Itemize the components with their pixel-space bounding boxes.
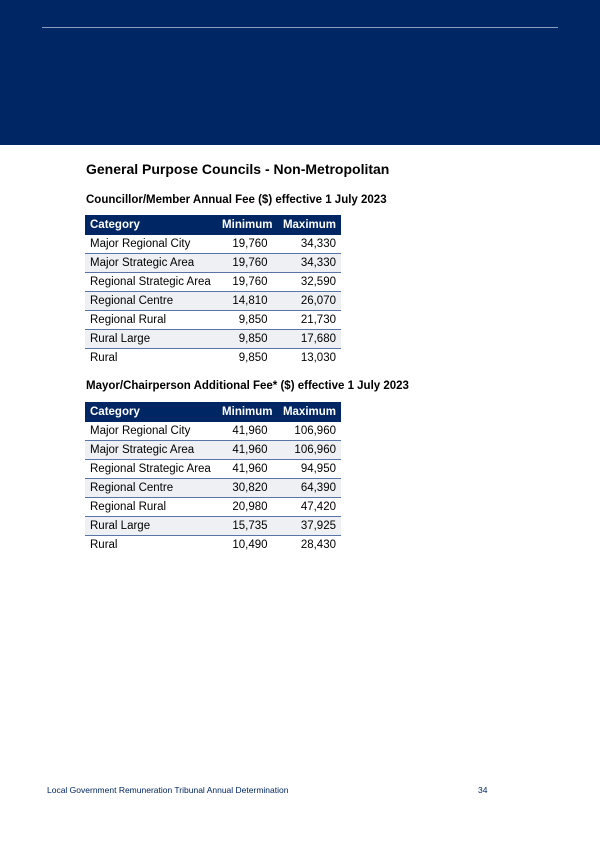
- category-cell: Major Regional City: [85, 422, 217, 441]
- column-header-minimum: Minimum: [217, 215, 278, 235]
- minimum-cell: 41,960: [217, 441, 278, 460]
- table-header-row: [85, 215, 341, 235]
- table-row: [85, 330, 341, 349]
- maximum-cell: 47,420: [278, 498, 341, 517]
- column-header-maximum: Maximum: [278, 402, 341, 422]
- category-cell: Rural: [90, 352, 118, 364]
- table-row: [85, 460, 341, 479]
- category-cell: Regional Strategic Area: [85, 273, 217, 292]
- maximum-cell: 106,960: [278, 422, 341, 441]
- minimum-cell: 10,490: [232, 539, 268, 551]
- maximum-cell: 17,680: [278, 330, 341, 349]
- table-row: [85, 441, 341, 460]
- header-band: [0, 0, 600, 145]
- minimum-cell: 9,850: [217, 330, 278, 349]
- mayor-fee-table: [85, 402, 341, 554]
- category-cell: Rural Large: [85, 330, 217, 349]
- column-header-category: Category: [85, 402, 217, 422]
- maximum-cell: 32,590: [278, 273, 341, 292]
- minimum-cell: 19,760: [217, 273, 278, 292]
- category-cell: Major Strategic Area: [85, 441, 217, 460]
- table-row: [85, 292, 341, 311]
- minimum-cell: 19,760: [217, 254, 278, 273]
- minimum-cell: 14,810: [217, 292, 278, 311]
- maximum-cell: 21,730: [278, 311, 341, 330]
- maximum-cell: 106,960: [278, 441, 341, 460]
- maximum-cell: 28,430: [300, 539, 336, 551]
- minimum-cell: 19,760: [217, 235, 278, 254]
- table-row: [85, 536, 341, 555]
- table-row: [85, 235, 341, 254]
- maximum-cell: 34,330: [278, 235, 341, 254]
- table-row: [85, 479, 341, 498]
- minimum-cell: 30,820: [217, 479, 278, 498]
- table-header-row: [85, 402, 341, 422]
- header-rule: [42, 27, 558, 28]
- maximum-cell: 13,030: [300, 352, 336, 364]
- minimum-cell: 9,850: [238, 352, 268, 364]
- category-cell: Rural: [90, 539, 118, 551]
- councillor-fee-table: [85, 215, 341, 367]
- minimum-cell: 41,960: [217, 422, 278, 441]
- category-cell: Regional Rural: [85, 498, 217, 517]
- table-row: [85, 498, 341, 517]
- mayor-fee-section-title: Mayor/Chairperson Additional Fee* ($) effective 1 July 2023: [86, 380, 409, 392]
- minimum-cell: 9,850: [217, 311, 278, 330]
- table-row: [85, 311, 341, 330]
- category-cell: Regional Strategic Area: [85, 460, 217, 479]
- table-row: [85, 273, 341, 292]
- table-row: [85, 422, 341, 441]
- column-header-category: Category: [85, 215, 217, 235]
- maximum-cell: 34,330: [278, 254, 341, 273]
- category-cell: Major Strategic Area: [85, 254, 217, 273]
- minimum-cell: 20,980: [217, 498, 278, 517]
- table-row: [85, 517, 341, 536]
- maximum-cell: 37,925: [278, 517, 341, 536]
- minimum-cell: 15,735: [217, 517, 278, 536]
- footer-title: Local Government Remuneration Tribunal Annual Determination: [47, 785, 289, 795]
- page-title: General Purpose Councils - Non-Metropolitan: [86, 161, 390, 177]
- category-cell: Regional Centre: [85, 479, 217, 498]
- column-header-minimum: Minimum: [217, 402, 278, 422]
- page-number: 34: [478, 785, 488, 795]
- category-cell: Regional Centre: [85, 292, 217, 311]
- table-row: [85, 254, 341, 273]
- category-cell: Major Regional City: [85, 235, 217, 254]
- column-header-maximum: Maximum: [278, 215, 341, 235]
- maximum-cell: 94,950: [278, 460, 341, 479]
- table-row: [85, 349, 341, 368]
- minimum-cell: 41,960: [217, 460, 278, 479]
- category-cell: Rural Large: [85, 517, 217, 536]
- maximum-cell: 64,390: [278, 479, 341, 498]
- councillor-fee-section-title: Councillor/Member Annual Fee ($) effective 1 July 2023: [86, 194, 387, 206]
- maximum-cell: 26,070: [278, 292, 341, 311]
- category-cell: Regional Rural: [85, 311, 217, 330]
